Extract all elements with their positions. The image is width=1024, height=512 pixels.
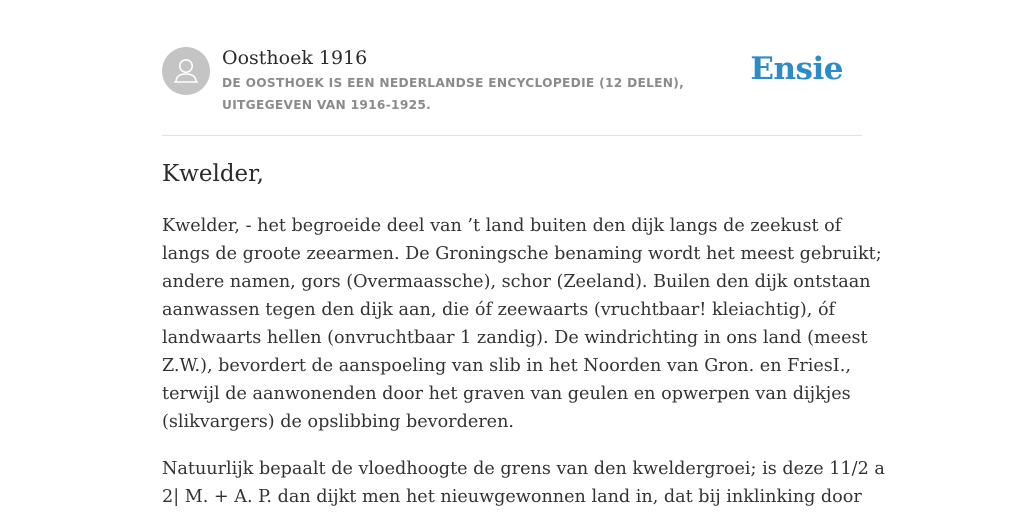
paragraph-line: Z.W.), bevordert de aanspoeling van slib in het Noorden van Gron. en FriesI., bbox=[162, 356, 851, 376]
source-header bbox=[162, 0, 862, 136]
paragraph-line: terwijl de aanwonenden door het graven van geulen en opwerpen van dijkjes bbox=[162, 384, 851, 404]
article-title: Kwelder, bbox=[162, 161, 264, 187]
brand-logo[interactable]: Ensie bbox=[750, 51, 843, 87]
article-paragraph bbox=[162, 212, 882, 436]
avatar[interactable] bbox=[162, 47, 210, 95]
paragraph-line: aanwassen tegen den dijk aan, die óf zeewaarts (vruchtbaar! kleiachtig), óf bbox=[162, 300, 836, 320]
user-silhouette-icon bbox=[162, 47, 210, 95]
source-name[interactable]: Oosthoek 1916 bbox=[222, 47, 368, 69]
article-paragraph bbox=[162, 455, 885, 511]
paragraph-line: andere namen, gors (Overmaassche), schor (Zeeland). Builen den dijk ontstaan bbox=[162, 272, 871, 292]
paragraph-line: landwaarts hellen (onvruchtbaar 1 zandig). De windrichting in ons land (meest bbox=[162, 328, 868, 348]
paragraph-line: Natuurlijk bepaalt de vloedhoogte de grens van den kweldergroei; is deze 11/2 a bbox=[162, 459, 885, 479]
paragraph-line: Kwelder, - het begroeide deel van ’t land buiten den dijk langs de zeekust of bbox=[162, 216, 842, 236]
paragraph-line: (slikvargers) de opslibbing bevorderen. bbox=[162, 412, 514, 432]
content-container bbox=[162, 0, 885, 507]
source-description: DE OOSTHOEK IS EEN NEDERLANDSE ENCYCLOPEDIE (12 DELEN), UITGEGEVEN VAN 1916-1925. bbox=[222, 76, 685, 112]
paragraph-line: langs de groote zeearmen. De Groningsche benaming wordt het meest gebruikt; bbox=[162, 244, 882, 264]
paragraph-line: 2| M. + A. P. dan dijkt men het nieuwgewonnen land in, dat bij inklinking door bbox=[162, 487, 862, 507]
